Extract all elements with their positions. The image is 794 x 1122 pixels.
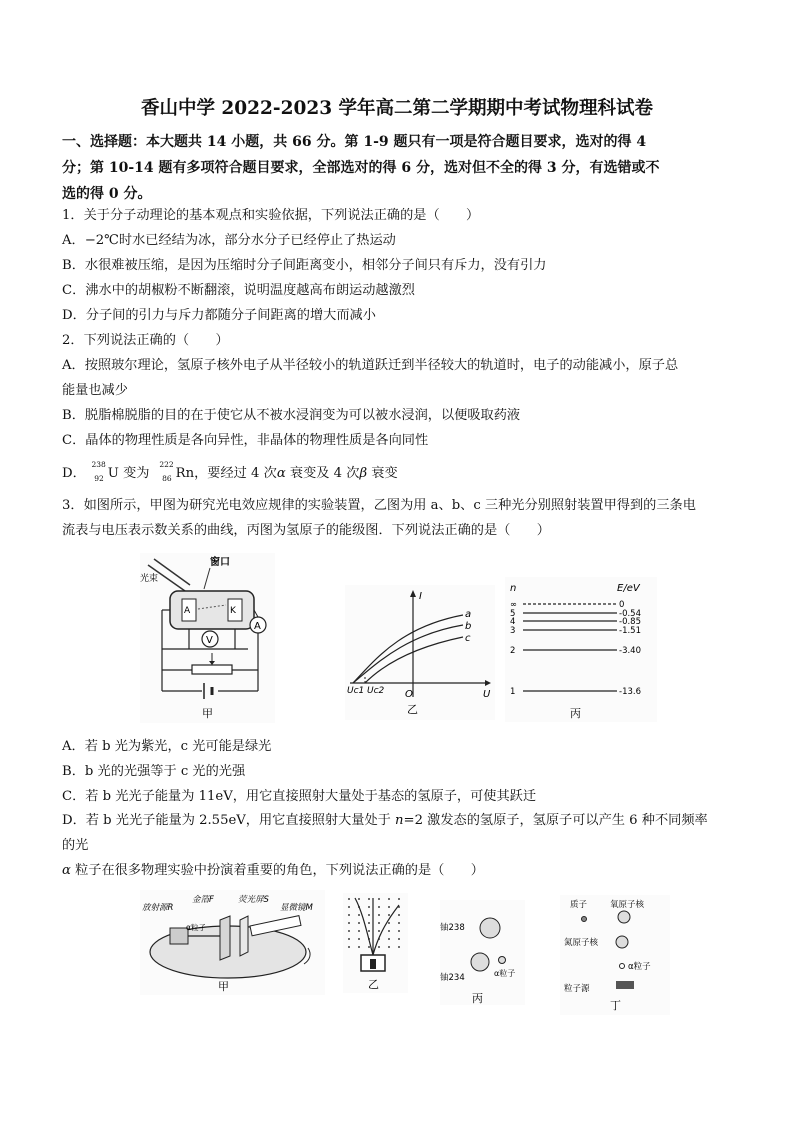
- alpha-particle-icon: [620, 964, 625, 969]
- q2-stem: 2．下列说法正确的（ ）: [62, 333, 229, 348]
- svg-text:E/eV: E/eV: [617, 583, 640, 594]
- svg-text:α粒子: α粒子: [494, 969, 516, 978]
- q3-figure-bing-energy-levels: [505, 577, 657, 722]
- field-dot: [378, 930, 380, 932]
- field-dot: [348, 930, 350, 932]
- section-instructions-line3: 选的得 0 分。: [62, 186, 152, 202]
- figure-caption-bing: 丙: [570, 707, 581, 720]
- svg-text:氮原子核: 氮原子核: [564, 938, 599, 948]
- figure-caption-yi: 乙: [407, 703, 418, 716]
- uranium238-nucleus-icon: [480, 918, 500, 938]
- field-dot: [368, 914, 370, 916]
- q3-stem-line2: 流表与电压表示数关系的曲线，丙图为氢原子的能级图．下列说法正确的是（ ）: [62, 523, 550, 538]
- field-dot: [398, 922, 400, 924]
- field-dot: [348, 906, 350, 908]
- field-dot: [348, 914, 350, 916]
- energy-level-n-label: 2: [510, 646, 516, 656]
- q1-option-a: A．−2℃时水已经结为冰，部分水分子已经停止了热运动: [62, 233, 396, 248]
- field-dot: [378, 922, 380, 924]
- figure-caption-jia: 甲: [218, 980, 229, 993]
- field-dot: [348, 898, 350, 900]
- q4-figure-yi-magnetic-field: [343, 893, 408, 993]
- field-dot: [358, 946, 360, 948]
- field-dot: [368, 922, 370, 924]
- svg-text:氧原子核: 氧原子核: [610, 900, 645, 910]
- q3-option-d-line1: D．若 b 光光子能量为 2.55eV，用它直接照射大量处于 n=2 激发态的氢原子，氢原子可以产生 6 种不同频率: [62, 813, 708, 828]
- energy-level-n-label: 5: [510, 609, 516, 619]
- gold-foil-icon: [220, 916, 230, 960]
- svg-text:铀238: 铀238: [440, 923, 465, 933]
- figure-caption-ding: 丁: [610, 999, 621, 1012]
- field-dot: [388, 906, 390, 908]
- field-dot: [358, 914, 360, 916]
- nitrogen-nucleus-icon: [616, 936, 628, 948]
- field-dot: [388, 938, 390, 940]
- q4-stem: α 粒子在很多物理实验中扮演着重要的角色，下列说法正确的是（ ）: [62, 863, 484, 878]
- field-dot: [358, 930, 360, 932]
- field-dot: [378, 906, 380, 908]
- q3-figure-yi-iu-curves: [345, 585, 495, 720]
- svg-text:a: a: [465, 609, 472, 620]
- q2-option-a-line2: 能量也减少: [62, 383, 128, 398]
- field-dot: [358, 898, 360, 900]
- svg-text:α粒子: α粒子: [186, 923, 206, 932]
- particle-source-icon: [616, 981, 634, 989]
- svg-text:c: c: [465, 633, 471, 644]
- field-dot: [378, 946, 380, 948]
- uranium234-nucleus-icon: [471, 953, 489, 971]
- field-dot: [368, 898, 370, 900]
- q3-stem-line1: 3．如图所示，甲图为研究光电效应规律的实验装置，乙图为用 a、b、c 三种光分别照射装置甲得到的三条电: [62, 498, 696, 513]
- energy-level-e-label: -3.40: [619, 646, 641, 656]
- field-dot: [398, 930, 400, 932]
- svg-text:粒子源: 粒子源: [564, 984, 590, 994]
- svg-text:A: A: [254, 621, 261, 632]
- figure-caption-yi: 乙: [368, 978, 379, 991]
- energy-level-e-label: -0.85: [619, 617, 641, 627]
- q3-option-d-line2: 的光: [62, 838, 89, 853]
- q2-option-c: C．晶体的物理性质是各向异性，非晶体的物理性质是各向同性: [62, 433, 429, 448]
- q1-option-b: B．水很难被压缩，是因为压缩时分子间距离变小，相邻分子间只有斥力，没有引力: [62, 258, 547, 273]
- q3-option-c: C．若 b 光光子能量为 11eV，用它直接照射大量处于基态的氢原子，可使其跃迁: [62, 789, 537, 804]
- q2-option-b: B．脱脂棉脱脂的目的在于使它从不被水浸润变为可以被水浸润，以便吸取药液: [62, 408, 521, 423]
- q1-stem: 1．关于分子动理论的基本观点和实验依据，下列说法正确的是（ ）: [62, 208, 480, 223]
- field-dot: [348, 922, 350, 924]
- section-instructions-line2: 分；第 10-14 题有多项符合题目要求，全部选对的得 6 分，选对但不全的得 3 分，有选错或不: [62, 160, 660, 176]
- energy-level-e-label: -0.54: [619, 609, 641, 619]
- field-dot: [388, 946, 390, 948]
- svg-text:质子: 质子: [570, 900, 588, 910]
- svg-text:n: n: [510, 583, 517, 594]
- svg-text:b: b: [465, 621, 472, 632]
- svg-text:荧光屏S: 荧光屏S: [238, 895, 269, 905]
- field-dot: [398, 938, 400, 940]
- field-dot: [388, 898, 390, 900]
- energy-level-n-label: 4: [510, 617, 516, 627]
- oxygen-nucleus-icon: [618, 911, 630, 923]
- q2-option-a-line1: A．按照玻尔理论，氢原子核外电子从半径较小的轨道跃迁到半径较大的轨道时，电子的动能减小，原子总: [62, 358, 679, 373]
- radon-nuclide: 222 86: [159, 460, 174, 483]
- section-instructions-line1: 一、选择题：本大题共 14 小题，共 66 分。第 1-9 题只有一项是符合题目要求，选对的得 4: [62, 134, 647, 150]
- field-dot: [398, 898, 400, 900]
- anode-label: A: [184, 606, 191, 616]
- svg-text:金箔F: 金箔F: [192, 895, 214, 905]
- q1-option-d: D．分子间的引力与斥力都随分子间距离的增大而减小: [62, 308, 376, 323]
- svg-text:I: I: [419, 591, 422, 602]
- svg-text:显微镜M: 显微镜M: [280, 903, 313, 913]
- q4-figure-ding-proton-discovery: [560, 895, 670, 1015]
- svg-text:U: U: [483, 689, 491, 700]
- field-dot: [398, 946, 400, 948]
- field-dot: [358, 938, 360, 940]
- field-dot: [398, 914, 400, 916]
- light-beam-label: 光束: [140, 574, 159, 584]
- uc1-label: Uc1: [347, 686, 365, 696]
- energy-level-e-label: -13.6: [619, 687, 641, 697]
- uranium-nuclide: 238 92: [91, 460, 106, 483]
- field-dot: [388, 930, 390, 932]
- field-dot: [368, 946, 370, 948]
- q2-option-d: D． 238 92 U 变为 222 86 Rn，要经过 4 次α 衰变及 4 次β 衰变: [62, 460, 398, 483]
- svg-text:铀234: 铀234: [440, 973, 465, 983]
- field-dot: [388, 914, 390, 916]
- cathode-label: K: [230, 606, 236, 616]
- field-dot: [348, 946, 350, 948]
- field-dot: [348, 938, 350, 940]
- field-dot: [368, 930, 370, 932]
- energy-level-n-label: 3: [510, 626, 516, 636]
- fluorescent-screen-icon: [240, 916, 248, 956]
- figure-caption-bing: 丙: [472, 992, 483, 1005]
- energy-level-n-label: 1: [510, 687, 516, 697]
- svg-text:放射源R: 放射源R: [142, 903, 174, 913]
- field-dot: [368, 906, 370, 908]
- figure-caption-jia: 甲: [202, 707, 213, 720]
- field-dot: [378, 898, 380, 900]
- q3-option-a: A．若 b 光为紫光，c 光可能是绿光: [62, 739, 272, 754]
- q3-figure-jia-apparatus: [140, 553, 275, 723]
- q4-figure-bing-alpha-decay: [440, 900, 525, 1005]
- alpha-particle-icon: [499, 957, 506, 964]
- q3-option-b: B．b 光的光强等于 c 光的光强: [62, 764, 246, 779]
- page-title: 香山中学 2022-2023 学年高二第二学期期中考试物理科试卷: [140, 98, 654, 119]
- window-label: 窗口: [210, 557, 230, 568]
- field-dot: [388, 922, 390, 924]
- field-dot: [358, 922, 360, 924]
- uc2-label: Uc2: [367, 686, 385, 696]
- energy-level-n-label: ∞: [510, 600, 518, 610]
- q4-figure-jia-scattering: [140, 890, 325, 995]
- svg-text:α粒子: α粒子: [628, 962, 651, 972]
- field-dot: [378, 914, 380, 916]
- energy-level-e-label: -1.51: [619, 626, 641, 636]
- energy-level-e-label: 0: [619, 600, 625, 610]
- rheostat-icon: [192, 665, 232, 674]
- svg-text:V: V: [206, 635, 213, 646]
- svg-text:O: O: [405, 689, 413, 700]
- q1-option-c: C．沸水中的胡椒粉不断翻滚，说明温度越高布朗运动越激烈: [62, 283, 415, 298]
